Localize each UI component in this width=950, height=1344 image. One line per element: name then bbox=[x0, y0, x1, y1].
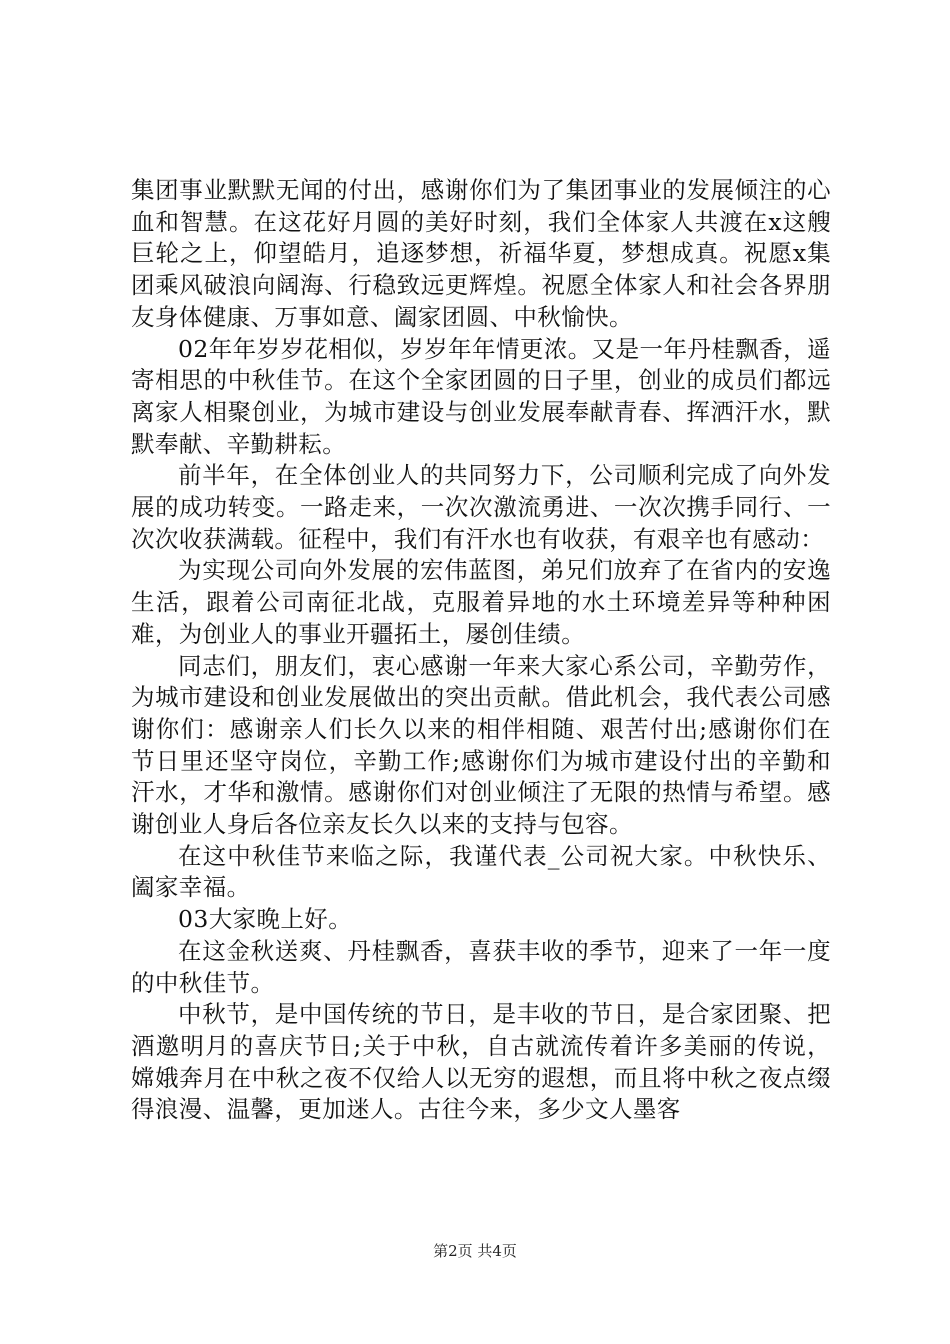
paragraph-9: 中秋节，是中国传统的节日，是丰收的节日，是合家团聚、把酒邀明月的喜庆节日;关于中秋，自古就流传着许多美丽的传说，嫦娥奔月在中秋之夜不仅给人以无穷的遐想，而且将中秋之夜点缀得浪漫、温馨，更加迷人。古往今来，多少文人墨客 bbox=[131, 1000, 831, 1124]
document-body bbox=[131, 175, 831, 1126]
paragraph-8: 在这金秋送爽、丹桂飘香，喜获丰收的季节，迎来了一年一度的中秋佳节。 bbox=[131, 936, 831, 997]
paragraph-1: 集团事业默默无闻的付出，感谢你们为了集团事业的发展倾注的心血和智慧。在这花好月圆的美好时刻，我们全体家人共渡在x这艘巨轮之上，仰望皓月，追逐梦想，祈福华夏，梦想成真。祝愿x集团乘风破浪向阔海、行稳致远更辉煌。祝愿全体家人和社会各界朋友身体健康、万事如意、阖家团圆、中秋愉快。 bbox=[131, 176, 831, 331]
paragraph-7: 03大家晚上好。 bbox=[178, 905, 353, 934]
paragraph-5: 同志们，朋友们，衷心感谢一年来大家心系公司，辛勤劳作，为城市建设和创业发展做出的突出贡献。借此机会，我代表公司感谢你们：感谢亲人们长久以来的相伴相随、艰苦付出;感谢你们在节日里还坚守岗位，辛勤工作;感谢你们为城市建设付出的辛勤和汗水，才华和激情。感谢你们对创业倾注了无限的热情与希望。感谢创业人身后各位亲友长久以来的支持与包容。 bbox=[131, 651, 831, 839]
paragraph-3: 前半年，在全体创业人的共同努力下，公司顺利完成了向外发展的成功转变。一路走来，一次次激流勇进、一次次携手同行、一次次收获满载。征程中，我们有汗水也有收获，有艰辛也有感动： bbox=[131, 461, 831, 553]
paragraph-2: 02年年岁岁花相似，岁岁年年情更浓。又是一年丹桂飘香，遥寄相思的中秋佳节。在这个全家团圆的日子里，创业的成员们都远离家人相聚创业，为城市建设与创业发展奉献青春、挥洒汗水，默默奉献、辛勤耕耘。 bbox=[131, 334, 831, 458]
paragraph-6: 在这中秋佳节来临之际，我谨代表_公司祝大家。中秋快乐、阖家幸福。 bbox=[131, 841, 831, 902]
page-number-footer: 第2页 共4页 bbox=[433, 1242, 517, 1260]
paragraph-4: 为实现公司向外发展的宏伟蓝图，弟兄们放弃了在省内的安逸生活，跟着公司南征北战，克服着异地的水土环境差异等种种困难，为创业人的事业开疆拓土，屡创佳绩。 bbox=[131, 556, 831, 648]
